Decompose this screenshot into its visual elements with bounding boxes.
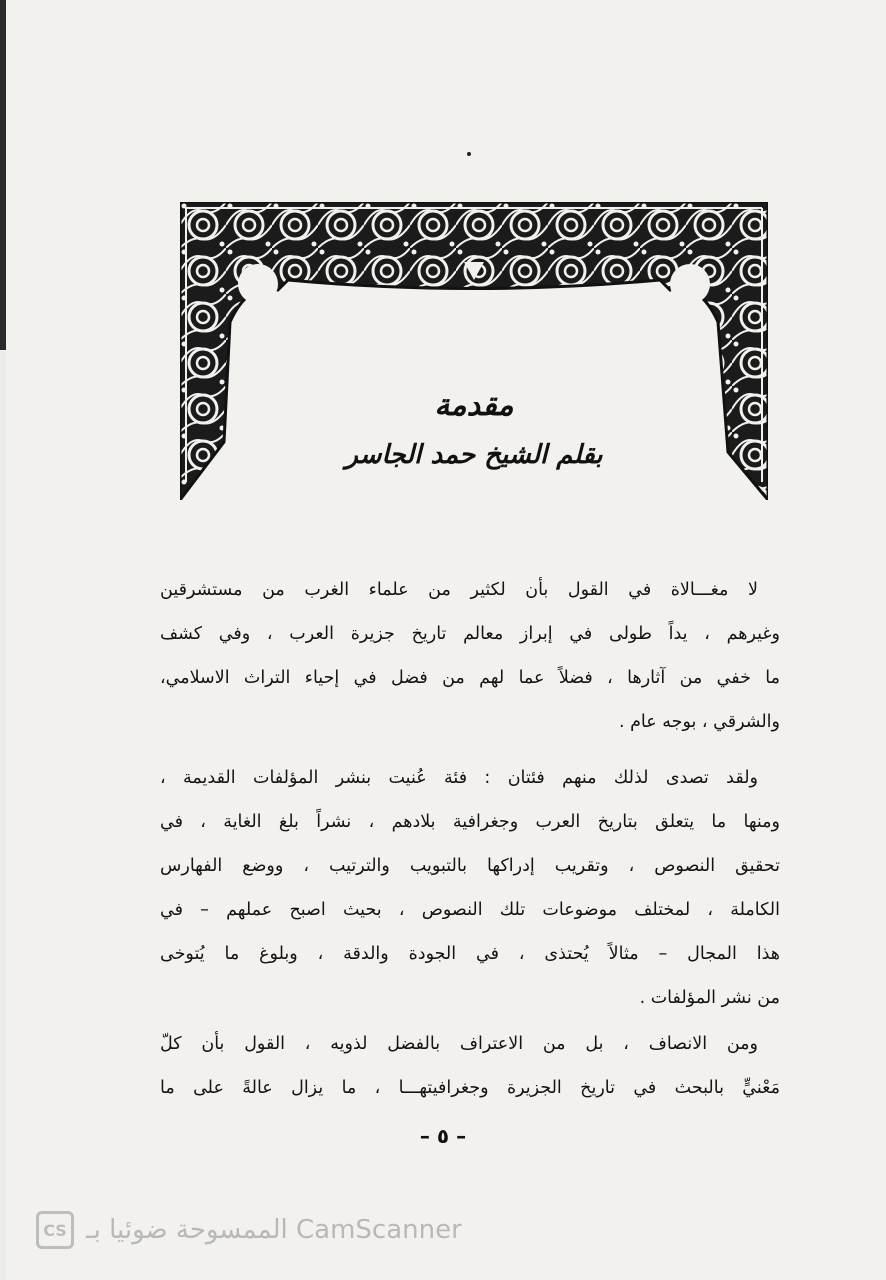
text-line: ومنها ما يتعلق بتاريخ العرب وجغرافية بلادهم ، نشراً بلغ الغاية ، في [160, 812, 780, 832]
text-line: من نشر المؤلفات . [639, 988, 780, 1008]
text-line: ما خفي من آثارها ، فضلاً عما لهم من فضل في إحياء التراث الاسلامي، [160, 668, 780, 688]
paragraph-1 [160, 568, 780, 744]
page-number: – ٥ – [419, 1124, 467, 1148]
text-line: ومن الانصاف ، بل من الاعتراف بالفضل لذويه ، القول بأن كلّ [160, 1034, 758, 1054]
paragraph-3 [160, 1022, 780, 1110]
text-line: والشرقي ، بوجه عام . [618, 712, 780, 732]
camscanner-logo-icon: CS [36, 1211, 74, 1249]
camscanner-watermark [36, 1208, 462, 1252]
text-line: وغيرهم ، يداً طولى في إبراز معالم تاريخ جزيرة العرب ، وفي كشف [160, 624, 780, 644]
text-line: مَعْنيٍّ بالبحث في تاريخ الجزيرة وجغرافيتهـــا ، ما يزال عالةً على ما [160, 1078, 780, 1098]
ink-dot [467, 152, 471, 156]
text-line: تحقيق النصوص ، وتقريب إدراكها بالتبويب والترتيب ، ووضع الفهارس [160, 856, 780, 876]
watermark-text: الممسوحة ضوئيا بـ CamScanner [86, 1215, 462, 1245]
text-line: هذا المجال – مثالاً يُحتذى ، في الجودة والدقة ، وبلوغ ما يُتوخى [160, 944, 780, 964]
text-line: لا مغـــالاة في القول بأن لكثير من علماء الغرب من مستشرقين [160, 580, 758, 600]
text-line: الكاملة ، لمختلف موضوعات تلك النصوص ، بحيث اصبح عملهم – في [160, 900, 780, 920]
paragraph-2 [160, 756, 780, 1020]
text-line: ولقد تصدى لذلك منهم فئتان : فئة عُنيت بنشر المؤلفات القديمة ، [160, 768, 758, 788]
page-title: مقدمة [434, 388, 514, 423]
author-byline: بقلم الشيخ حمد الجاسر [345, 440, 603, 470]
